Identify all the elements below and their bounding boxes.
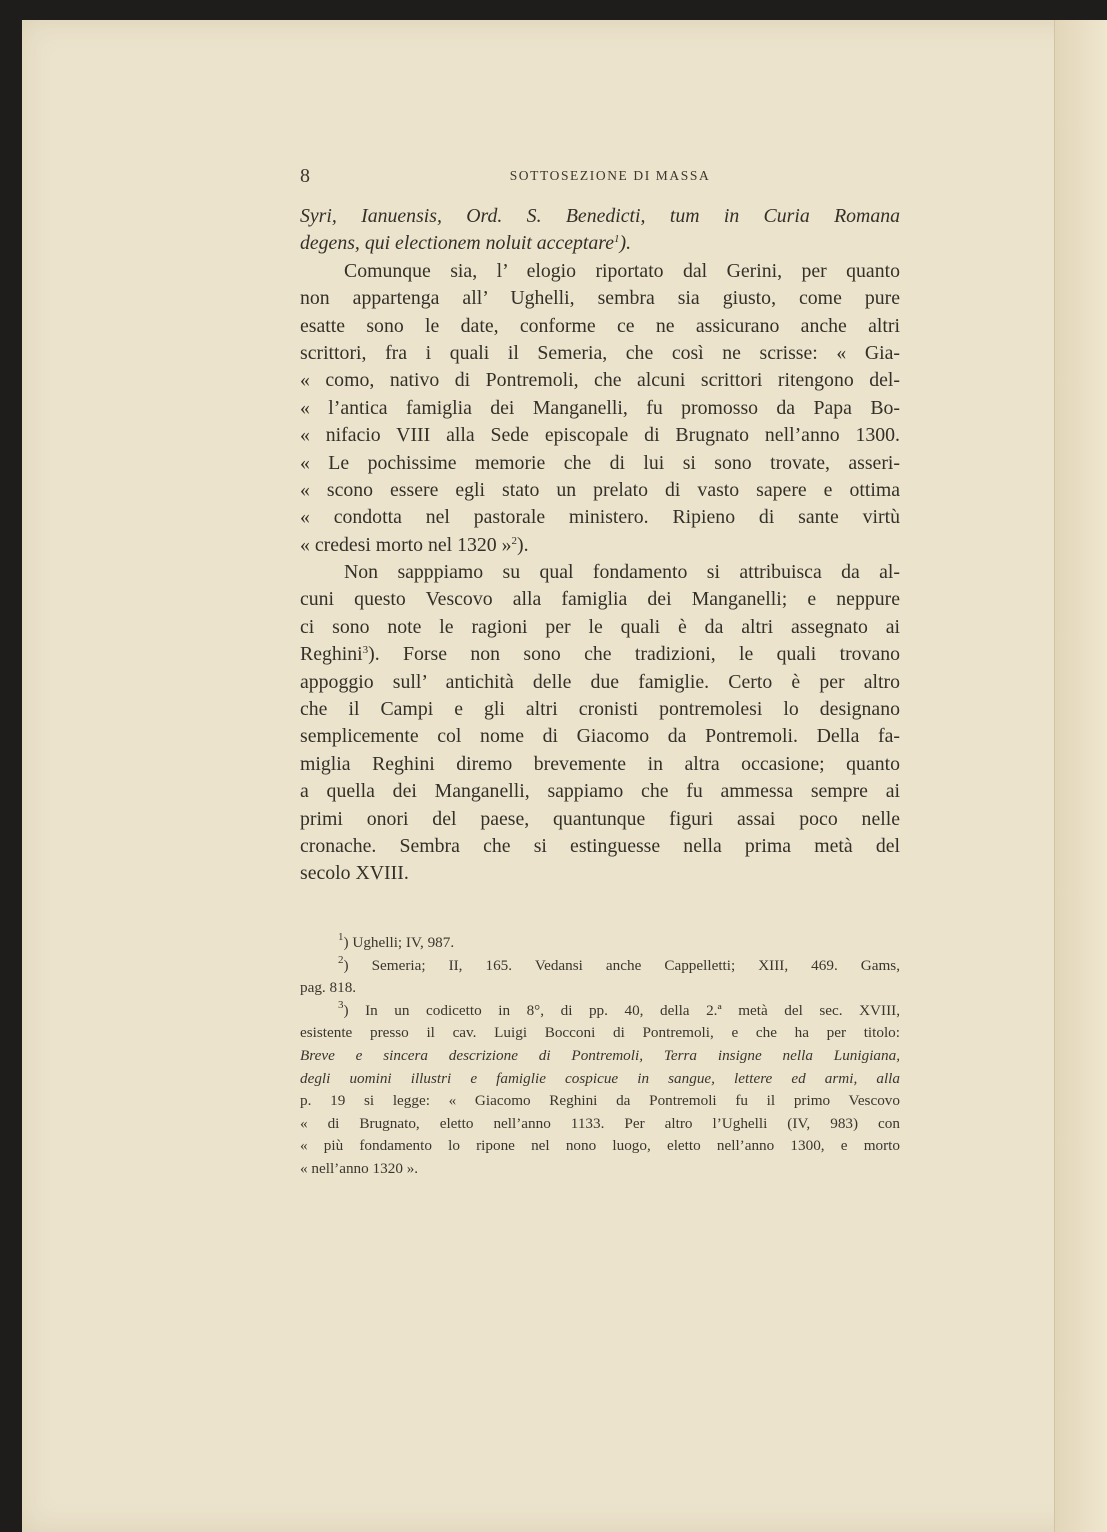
footnote-line <box>300 977 900 1000</box>
footnote-reference: 2 <box>511 534 517 547</box>
footnote-line-text: degli uomini illustri e famiglie cospicue in sangue, lettere ed armi, alla <box>300 1069 900 1087</box>
body-line-text: « nifacio VIII alla Sede episcopale di Brugnato nell’anno 1300. <box>300 424 900 447</box>
body-line <box>300 723 900 750</box>
body-line <box>300 559 900 586</box>
body-text <box>300 203 900 888</box>
body-line-text: esatte sono le date, conforme ce ne assicurano anche altri <box>300 314 900 337</box>
footnote-line-text: ) In un codicetto in 8°, di pp. 40, della 2.ª metà del sec. XVIII, <box>343 1001 900 1019</box>
running-title: SOTTOSEZIONE DI MASSA <box>509 168 711 183</box>
page-number: 8 <box>300 165 310 187</box>
body-line-text: ci sono note le ragioni per le quali è da altri assegnato ai <box>300 615 900 638</box>
body-line <box>300 586 900 613</box>
body-line-text: Comunque sia, l’ elogio riportato dal Gerini, per quanto <box>344 259 900 282</box>
body-line <box>300 285 900 312</box>
body-line <box>300 833 900 860</box>
footnote-line-text: Breve e sincera descrizione di Pontremoli, Terra insigne nella Lunigiana, <box>300 1046 900 1064</box>
body-line-text: degens, qui electionem noluit acceptare <box>300 232 615 255</box>
body-line <box>300 203 900 230</box>
footnote-line-text: « più fondamento lo ripone nel nono luogo, eletto nell’anno 1300, e morto <box>300 1137 900 1155</box>
footnote-line-text: esistente presso il cav. Luigi Bocconi di Pontremoli, e che ha per titolo: <box>300 1024 900 1042</box>
footnote-line <box>300 1045 900 1068</box>
body-line-text: cuni questo Vescovo alla famiglia dei Manganelli; e neppure <box>300 588 900 611</box>
body-line-text-tail: ). <box>619 232 632 255</box>
body-line-text: secolo XVIII. <box>300 862 409 885</box>
body-line-text: a quella dei Manganelli, sappiamo che fu ammessa sempre ai <box>300 780 900 803</box>
body-line <box>300 313 900 340</box>
footnote-line <box>300 1068 900 1091</box>
body-line <box>300 450 900 477</box>
footnote-line <box>300 932 900 955</box>
body-line <box>300 395 900 422</box>
body-line-text: « l’antica famiglia dei Manganelli, fu promosso da Papa Bo- <box>300 396 900 419</box>
facing-page-edge <box>1054 20 1107 1532</box>
body-line <box>300 669 900 696</box>
footnotes <box>300 932 900 1181</box>
body-line-text: non appartenga all’ Ughelli, sembra sia giusto, come pure <box>300 287 900 310</box>
body-line <box>300 778 900 805</box>
body-line <box>300 641 900 668</box>
body-line-text: « condotta nel pastorale ministero. Ripieno di sante virtù <box>300 506 900 529</box>
footnote-marker: 1 <box>338 931 344 943</box>
body-line-text: « como, nativo di Pontremoli, che alcuni scrittori ritengono del- <box>300 369 900 392</box>
body-line-text: miglia Reghini diremo brevemente in altra occasione; quanto <box>300 752 900 775</box>
body-line <box>300 614 900 641</box>
body-line <box>300 230 900 257</box>
body-line <box>300 258 900 285</box>
body-line-text: scrittori, fra i quali il Semeria, che così ne scrisse: « Gia- <box>300 341 900 364</box>
body-line-text: cronache. Sembra che si estinguesse nella prima metà del <box>300 834 900 857</box>
footnote-marker: 2 <box>338 953 344 966</box>
footnote-line-text: « nell’anno 1320 ». <box>300 1159 419 1177</box>
body-line-text-tail: ). Forse non sono che tradizioni, le quali trovano <box>368 643 900 666</box>
body-line <box>300 860 900 887</box>
body-line-text: appoggio sull’ antichità delle due famiglie. Certo è per altro <box>300 670 900 693</box>
footnote-line-text: « di Brugnato, eletto nell’anno 1133. Per altro l’Ughelli (IV, 983) con <box>300 1114 900 1132</box>
footnote-reference: 1 <box>614 233 620 246</box>
body-line-text: Reghini <box>300 643 363 666</box>
body-line-text: « Le pochissime memorie che di lui si sono trovate, asseri- <box>300 451 900 474</box>
body-line-text: semplicemente col nome di Giacomo da Pontremoli. Della fa- <box>300 725 900 748</box>
body-line <box>300 751 900 778</box>
footnote-line <box>300 1135 900 1158</box>
footnote-line <box>300 1000 900 1023</box>
body-line-text: « scono essere egli stato un prelato di vasto sapere e ottima <box>300 478 900 501</box>
body-line-text: Non sapppiamo su qual fondamento si attribuisca da al- <box>344 561 900 584</box>
footnote-line <box>300 1090 900 1113</box>
body-line <box>300 532 900 559</box>
body-line-text: Syri, Ianuensis, Ord. S. Benedicti, tum in Curia Romana <box>300 205 900 227</box>
body-line <box>300 367 900 394</box>
body-line-text: primi onori del paese, quantunque figuri assai poco nelle <box>300 807 900 830</box>
body-line <box>300 422 900 449</box>
footnote-reference: 3 <box>362 644 369 657</box>
footnote-line-text: p. 19 si legge: « Giacomo Reghini da Pontremoli fu il primo Vescovo <box>300 1092 900 1110</box>
footnote-line <box>300 1158 900 1181</box>
body-line-text-tail: ). <box>517 533 529 556</box>
footnote-line <box>300 1113 900 1136</box>
body-line <box>300 340 900 367</box>
body-line-text: « credesi morto nel 1320 » <box>300 533 512 556</box>
running-header <box>300 165 900 189</box>
footnote-line-text: ) Ughelli; IV, 987. <box>343 934 455 951</box>
body-line <box>300 477 900 504</box>
body-line <box>300 806 900 833</box>
footnote-marker: 3 <box>338 998 344 1011</box>
body-line <box>300 696 900 723</box>
footnote-line-text: pag. 818. <box>300 979 357 997</box>
footnote-line <box>300 955 900 978</box>
footnote-line-text: ) Semeria; II, 165. Vedansi anche Cappelletti; XIII, 469. Gams, <box>343 956 900 974</box>
body-line <box>300 504 900 531</box>
body-line-text: che il Campi e gli altri cronisti pontremolesi lo designano <box>300 698 900 721</box>
footnote-line <box>300 1022 900 1045</box>
